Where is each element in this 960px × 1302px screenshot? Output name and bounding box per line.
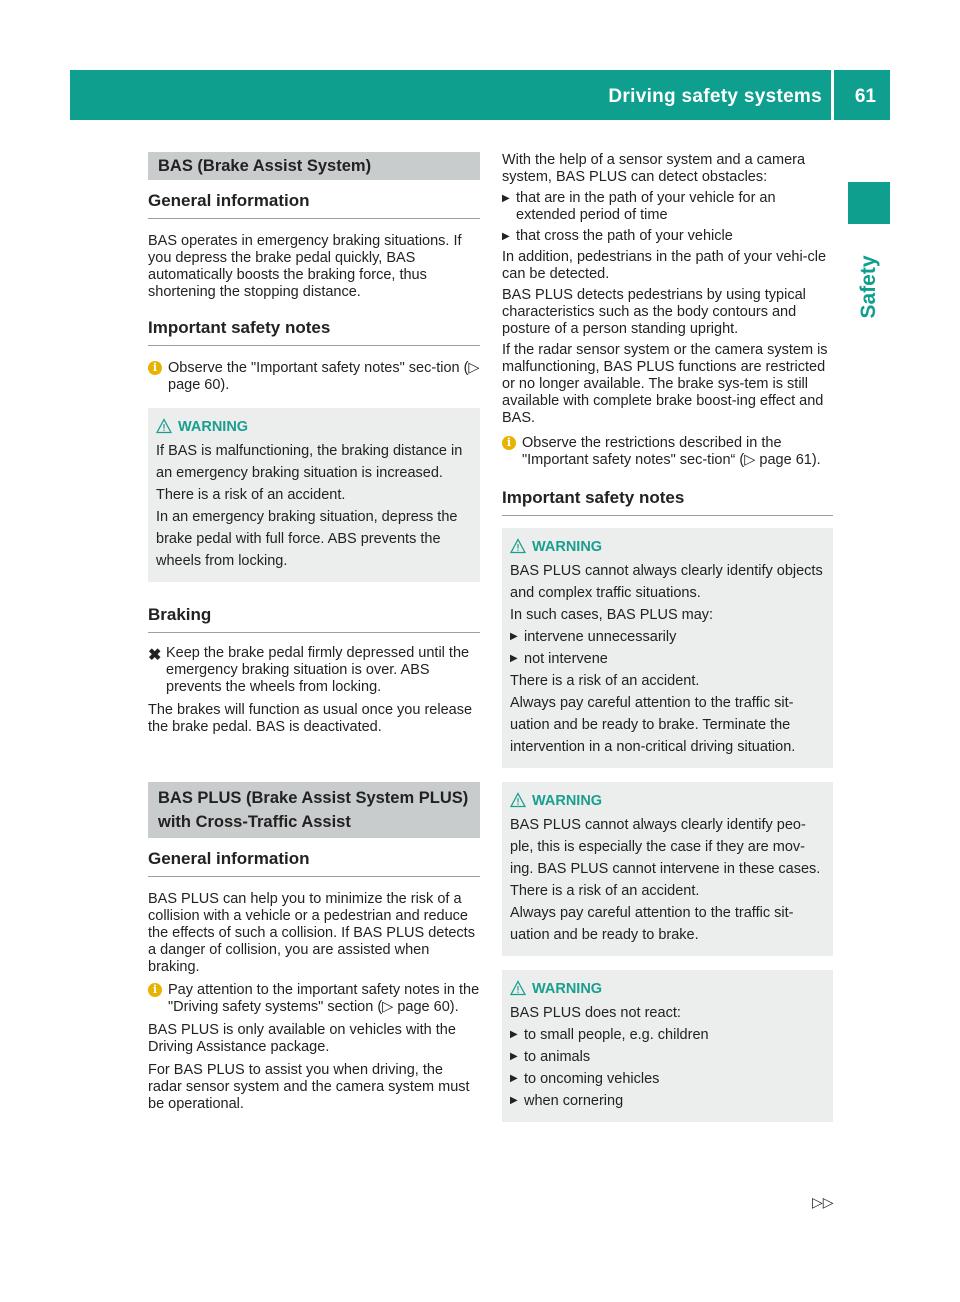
warning-text: In such cases, BAS PLUS may: [510,607,714,623]
paragraph: The brakes will function as usual once you release the brake pedal. BAS is deactivated. [148,702,473,735]
bullet-icon: ▶ [510,1051,518,1062]
warning-box [502,782,833,956]
warning-triangle-icon [510,792,526,808]
heading-general-information: General information [148,190,480,219]
instruction-step [148,645,480,696]
paragraph: BAS operates in emergency braking situations. If you depress the brake pedal quickly, BAS automatically boosts the braking force, thus shortening the stopping distance. [148,233,462,300]
bullet-icon: ▶ [502,231,510,242]
warning-label: WARNING [532,539,603,555]
left-column [148,152,480,1113]
bullet-icon: ▶ [510,1073,518,1084]
warning-box [502,970,833,1122]
info-icon: i [148,983,162,997]
warning-label: WARNING [178,419,249,435]
warning-header [510,980,825,998]
header-divider [831,70,834,120]
continued-arrow-icon: ▷▷ [812,1194,834,1210]
list-item: ▶ not intervene [510,648,825,670]
section-title-bas: BAS (Brake Assist System) [148,152,480,180]
bullet-icon: ▶ [510,653,518,664]
chapter-title: Driving safety systems [608,86,822,107]
bullet-list [502,190,833,245]
warning-triangle-icon [510,538,526,554]
info-note [148,360,480,394]
warning-header [510,792,825,810]
warning-text: There is a risk of an accident. [510,673,700,689]
paragraph: In addition, pedestrians in the path of your vehi-cle can be detected. [502,249,827,282]
warning-box [148,408,480,582]
info-note-text: Pay attention to the important safety notes in the "Driving safety systems" section (▷ page 60). [168,982,480,1015]
warning-text: In an emergency braking situation, depress the brake pedal with full force. ABS prevents the wheels from locking. [156,509,458,569]
bullet-icon: ▶ [510,631,518,642]
bullet-list [510,1024,825,1112]
header-bar [70,70,890,120]
paragraph: With the help of a sensor system and a camera system, BAS PLUS can detect obstacles: [502,152,806,185]
warning-triangle-icon [510,980,526,996]
paragraph: BAS PLUS detects pedestrians by using typical characteristics such as the body contours and posture of a person standing upright. [502,287,806,337]
warning-header [156,418,472,436]
bullet-icon: ▶ [510,1095,518,1106]
list-item: ▶ that cross the path of your vehicle [502,228,733,244]
list-item: ▶ to oncoming vehicles [510,1068,825,1090]
right-column [502,152,833,1122]
list-item: ▶ when cornering [510,1090,825,1112]
warning-text: Always pay careful attention to the traffic sit-uation and be ready to brake. [510,905,794,943]
paragraph: For BAS PLUS to assist you when driving, the radar sensor system and the camera system must be operational. [148,1062,470,1112]
warning-header [510,538,825,556]
page-number: 61 [854,86,876,107]
section-tab-marker [848,182,890,224]
paragraph: BAS PLUS can help you to minimize the risk of a collision with a vehicle or a pedestrian and reduce the effects of such a collision. If BAS PLUS detects a danger of collision, you are assisted when braking. [148,891,475,975]
heading-general-information: General information [148,848,480,877]
info-note-text: Observe the restrictions described in the "Important safety notes" sec-tion“ (▷ page 61). [522,435,821,468]
info-note [148,982,480,1016]
paragraph: BAS PLUS is only available on vehicles with the Driving Assistance package. [148,1022,456,1055]
step-text: Keep the brake pedal firmly depressed until the emergency braking situation is over. ABS prevents the wheels from locking. [166,645,470,695]
warning-text: BAS PLUS cannot always clearly identify objects and complex traffic situations. [510,563,823,601]
section-title-bas-plus: BAS PLUS (Brake Assist System PLUS) with Cross-Traffic Assist [148,782,480,838]
list-item: ▶ to animals [510,1046,825,1068]
warning-triangle-icon [156,418,172,434]
info-note [502,435,833,469]
warning-label: WARNING [532,793,603,809]
warning-text: Always pay careful attention to the traffic sit-uation and be ready to brake. Terminate the intervention in a non-critical driving situation. [510,695,796,755]
paragraph: If the radar sensor system or the camera system is malfunctioning, BAS PLUS functions are restricted or no longer available. The brake sys-tem is still available with complete brake boost-ing effect and BAS. [502,342,828,426]
bullet-list [510,626,825,670]
heading-braking: Braking [148,604,480,633]
warning-text: BAS PLUS does not react: [510,1005,681,1021]
warning-box [502,528,833,768]
bullet-icon: ▶ [510,1029,518,1040]
info-icon: i [148,361,162,375]
warning-label: WARNING [532,981,603,997]
list-item: ▶ that are in the path of your vehicle for an extended period of time [502,190,776,223]
info-note-text: Observe the "Important safety notes" sec-tion (▷ page 60). [168,360,480,393]
step-marker-icon: ✖ [148,647,162,664]
warning-text: BAS PLUS cannot always clearly identify peo-ple, this is especially the case if they are mov-ing. BAS PLUS cannot intervene in these cases. There is a risk of an accident. [510,817,821,899]
bullet-icon: ▶ [502,193,510,204]
section-side-label: Safety [857,255,880,319]
info-icon: i [502,436,516,450]
list-item: ▶ to small people, e.g. children [510,1024,825,1046]
list-item: ▶ intervene unnecessarily [510,626,825,648]
warning-text: If BAS is malfunctioning, the braking distance in an emergency braking situation is increased. There is a risk of an accident. [156,443,463,503]
heading-important-safety-notes: Important safety notes [148,317,480,346]
heading-important-safety-notes: Important safety notes [502,487,833,516]
